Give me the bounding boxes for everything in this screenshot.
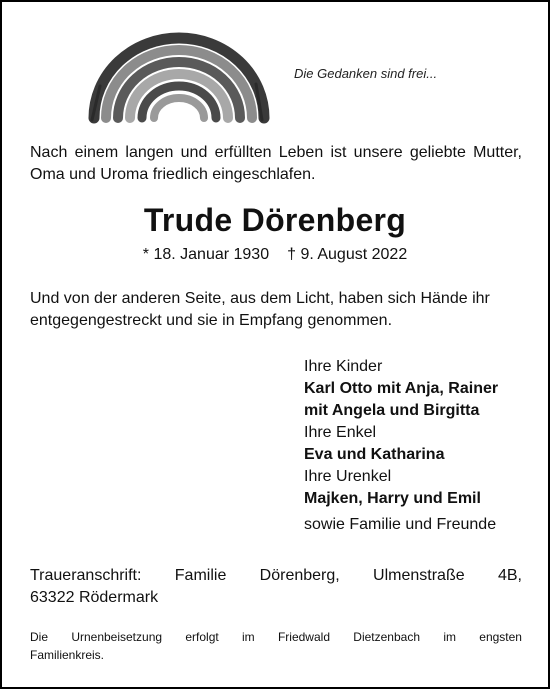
rainbow-brush-logo xyxy=(86,26,272,126)
intro-text: Nach einem langen und erfüllten Leben ist unsere geliebte Mutter, Oma und Uroma friedlich eingeschlafen. xyxy=(30,144,522,183)
notice-word: Dietzenbach xyxy=(353,630,421,644)
children-label: Ihre Kinder xyxy=(304,358,383,375)
death-date: † 9. August 2022 xyxy=(287,246,408,263)
closing-line: sowie Familie und Freunde xyxy=(304,516,497,533)
great-grandchildren-label: Ihre Urenkel xyxy=(304,468,392,485)
family-list xyxy=(304,356,534,536)
address-line1 xyxy=(30,565,522,587)
address-word: Dörenberg, xyxy=(259,567,340,584)
birth-date: * 18. Januar 1930 xyxy=(142,246,270,263)
notice-word: Die xyxy=(30,630,49,644)
notice-word: erfolgt xyxy=(185,630,219,644)
mourning-address xyxy=(30,565,522,609)
great-grandchildren-names: Majken, Harry und Emil xyxy=(304,490,481,507)
grandchildren-names: Eva und Katharina xyxy=(304,446,445,463)
notice-word: im xyxy=(242,630,255,644)
children-names-line1: Karl Otto mit Anja, Rainer xyxy=(304,380,499,397)
notice-line1 xyxy=(30,628,522,646)
life-dates xyxy=(2,246,548,264)
notice-word: engsten xyxy=(479,630,522,644)
burial-notice xyxy=(30,628,522,664)
motto-text: Die Gedanken sind frei... xyxy=(294,66,438,81)
address-word: Traueranschrift: xyxy=(30,567,142,584)
notice-word: Friedwald xyxy=(277,630,330,644)
notice-word: Urnenbeisetzung xyxy=(71,630,163,644)
deceased-name: Trude Dörenberg xyxy=(143,202,407,238)
address-word: Ulmenstraße xyxy=(373,567,465,584)
notice-line2: Familienkreis. xyxy=(30,648,105,662)
notice-word: im xyxy=(443,630,456,644)
quote-text: Und von der anderen Seite, aus dem Licht, haben sich Hände ihr entgegengestreckt und sie in Empfang genommen. xyxy=(30,290,490,329)
children-names-line2: mit Angela und Birgitta xyxy=(304,402,480,419)
address-word: 4B, xyxy=(497,567,522,584)
address-line2: 63322 Rödermark xyxy=(30,589,159,606)
grandchildren-label: Ihre Enkel xyxy=(304,424,377,441)
address-word: Familie xyxy=(174,567,227,584)
